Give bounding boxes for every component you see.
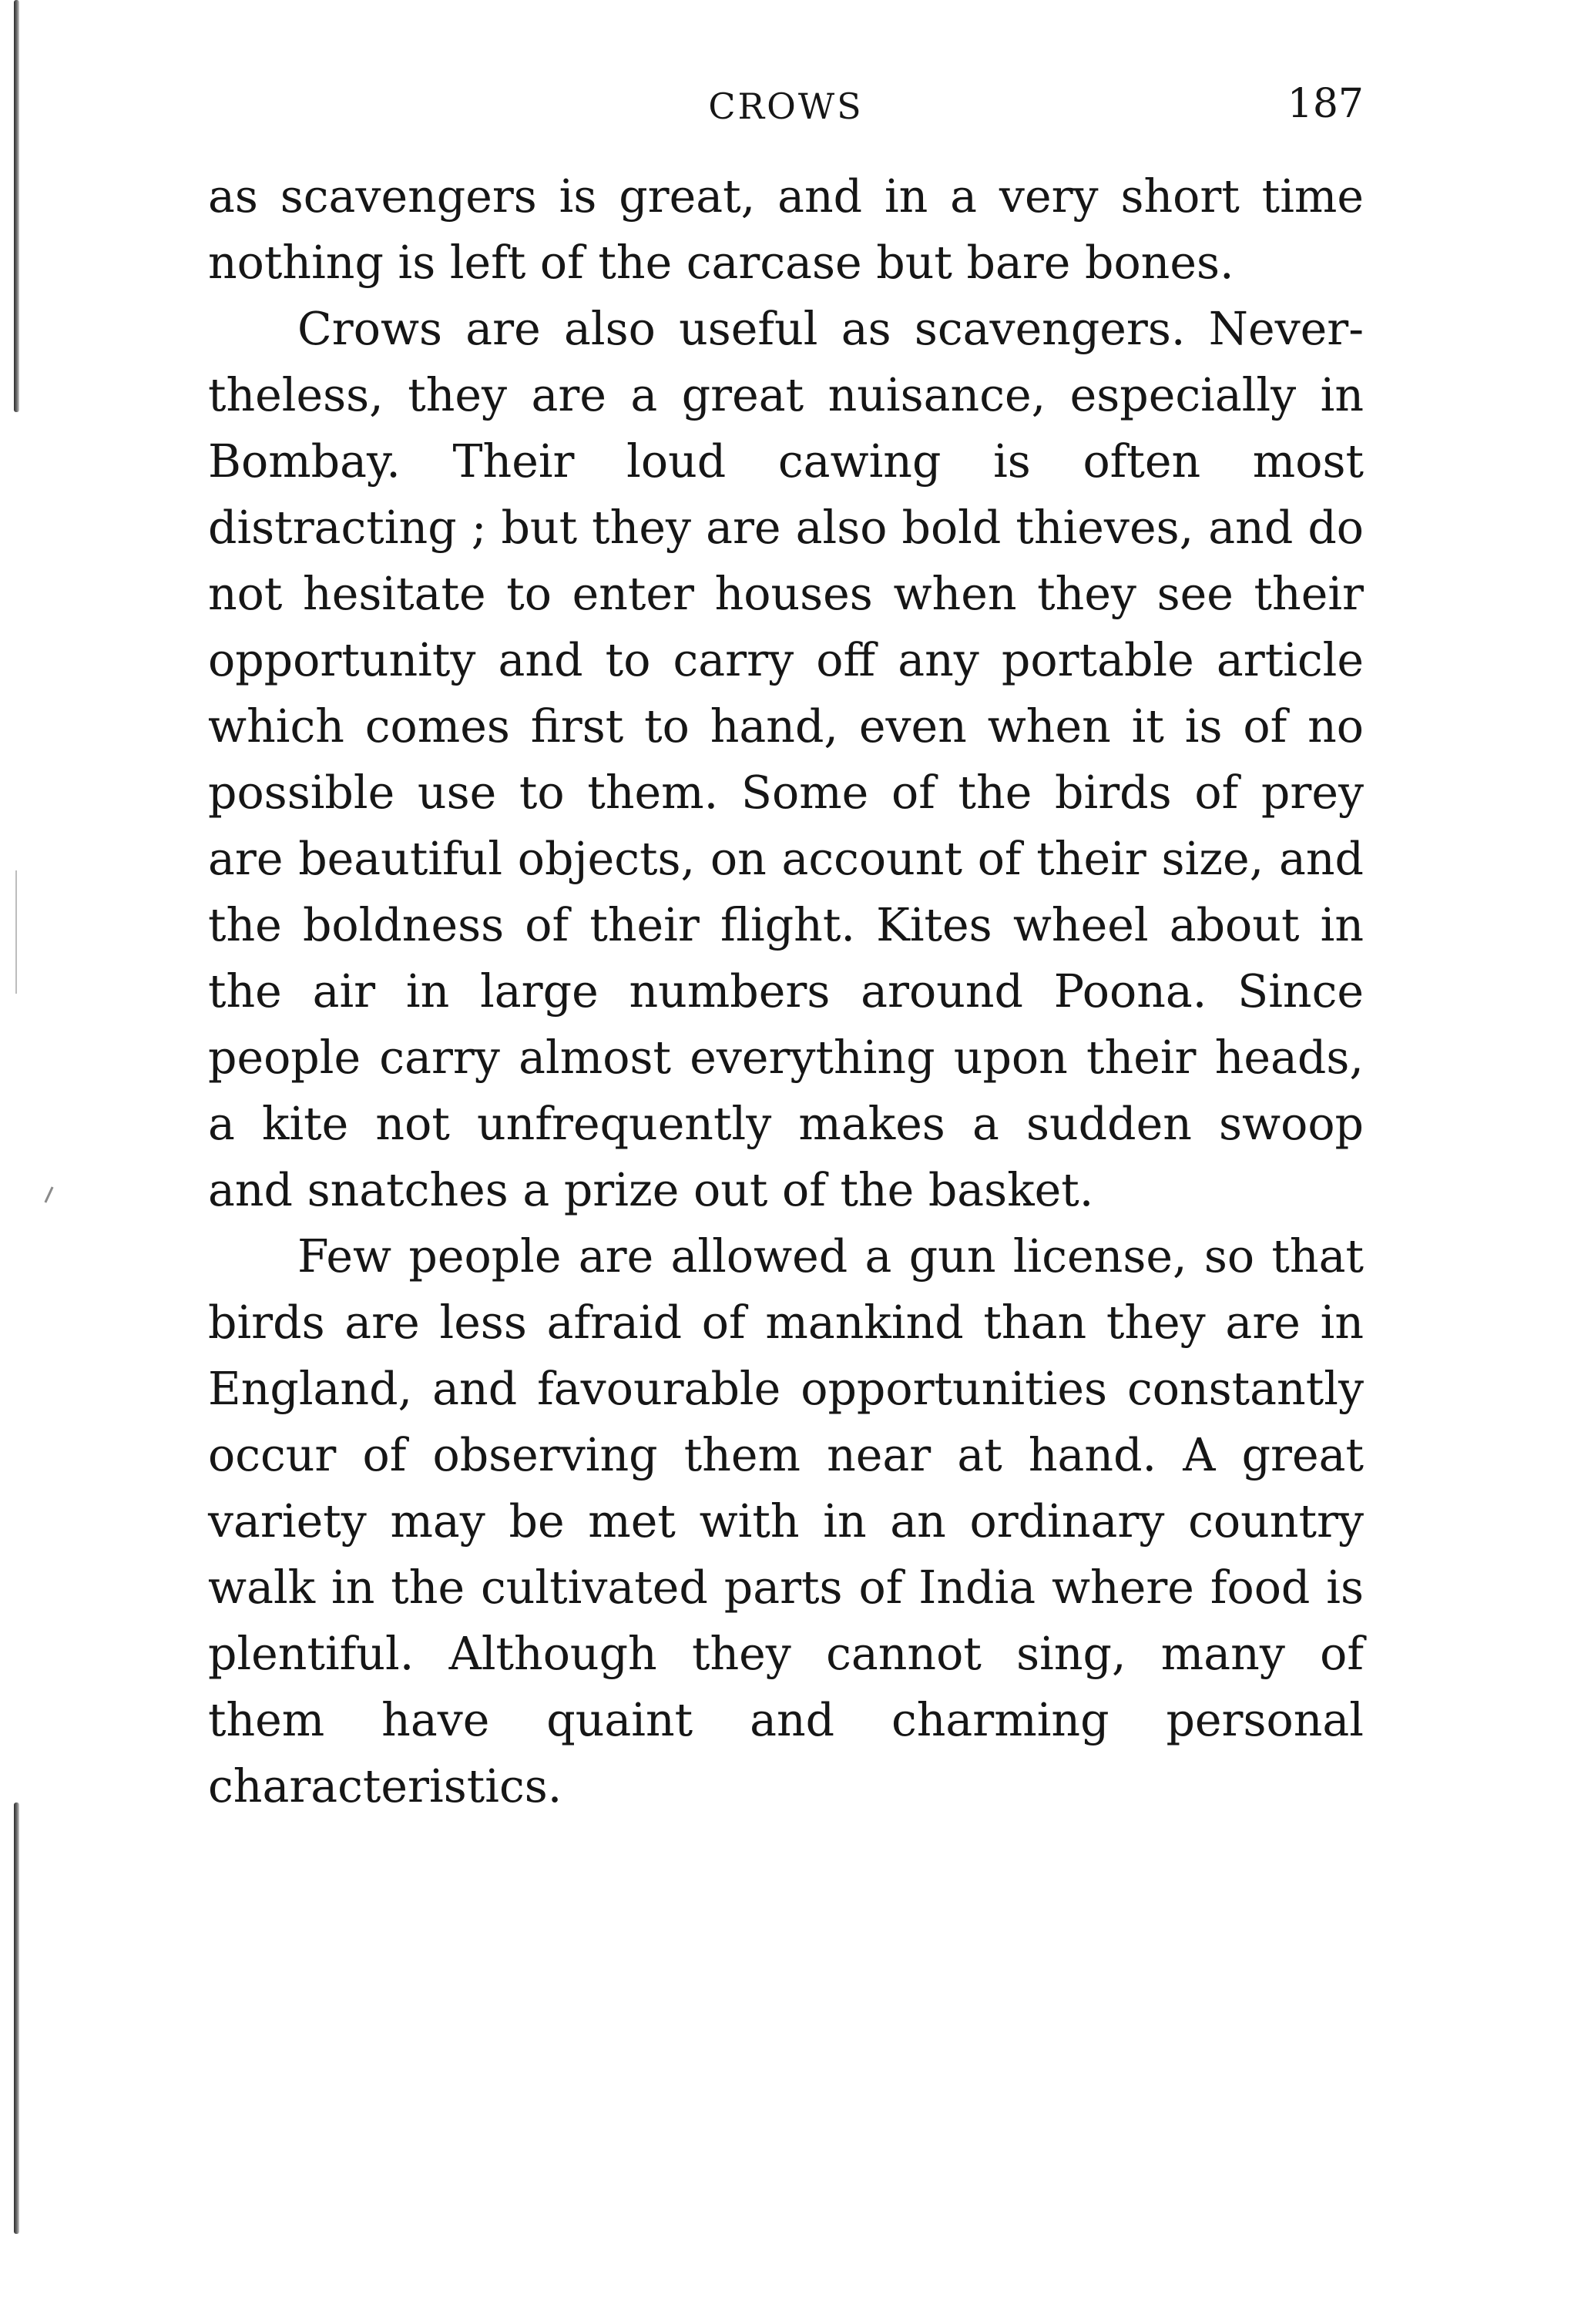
scan-speck bbox=[15, 870, 17, 994]
paragraph-continuation: as scavengers is great, and in a very short time nothing is left of the carcase but bare bones. bbox=[208, 170, 1364, 289]
page-header bbox=[208, 81, 1364, 135]
paragraph-birds: Few people are allowed a gun license, so that birds are less afraid of mankind than they are in England, and favourable opportunities constantly occur of observing them near at hand. A great variety may be met with in an ordinary country walk in the cultivated parts of India where food is plentiful. Although they cannot sing, many of them have quaint and charming personal characteristics. bbox=[208, 1230, 1364, 1813]
page-number: 187 bbox=[1287, 81, 1364, 127]
body-text bbox=[208, 163, 1364, 1819]
paragraph-crows: Crows are also useful as scavengers. Nevertheless, they are a great nuisance, especially in Bombay. Their loud cawing is often most distracting ; but they are also bold thieves, and do not hesitate to enter houses when they see their opportunity and to carry off any portable article which comes first to hand, even when it is of no possible use to them. Some of the birds of prey are beautiful objects, on account of their size, and the boldness of their flight. Kites wheel about in the air in large numbers around Poona. Since people carry almost everything upon their heads, a kite not unfrequently makes a sudden swoop and snatches a prize out of the basket. bbox=[208, 303, 1364, 1216]
binding-edge-shadow-top bbox=[14, 0, 19, 412]
binding-edge-shadow-bottom bbox=[14, 1803, 19, 2234]
running-title: CROWS bbox=[708, 86, 864, 127]
scan-speck bbox=[44, 1186, 53, 1202]
